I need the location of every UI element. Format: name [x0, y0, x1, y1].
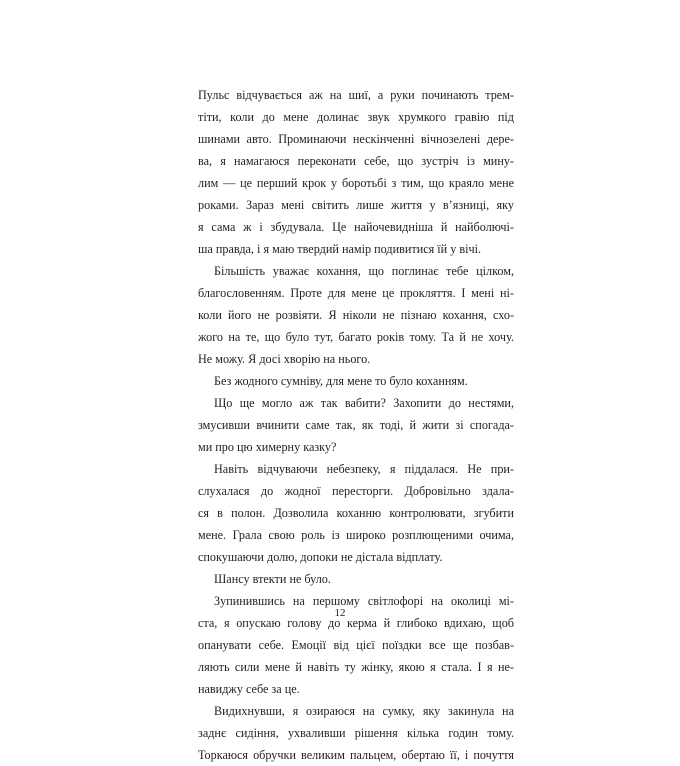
text-line: слухалася до жодної пересторги. Добровільно здала-: [198, 484, 514, 498]
text-line: змусивши вчинити саме так, як тоді, й жити зі спогада-: [198, 418, 514, 432]
text-line: Зупинившись на першому світлофорі на околиці мі-: [214, 594, 514, 608]
text-line: Навіть відчуваючи небезпеку, я піддалася. Не при-: [214, 462, 514, 476]
page-number: 12: [334, 607, 346, 619]
text-line: ми про цю химерну казку?: [198, 440, 337, 454]
text-line: жого на те, що було тут, багато років тому. Та й не хочу.: [198, 330, 514, 344]
text-line: ляють сили мене й навіть ту жінку, якою я стала. І я не-: [198, 660, 514, 674]
text-line: Що ще могло аж так вабити? Захопити до нестями,: [214, 396, 514, 410]
text-line: Пульс відчувається аж на шиї, а руки починають трем-: [198, 88, 514, 102]
text-line: тіти, коли до мене долинає звук хрумкого гравію під: [198, 110, 514, 124]
text-line: ста, я опускаю голову до керма й глибоко вдихаю, щоб: [198, 616, 514, 630]
text-line: спокушаючи долю, допоки не дістала відплату.: [198, 550, 443, 564]
text-line: навиджу себе за це.: [198, 682, 300, 696]
text-line: Шансу втекти не було.: [214, 572, 331, 586]
text-line: мене. Грала свою роль із широко розплющеними очима,: [198, 528, 514, 542]
text-line: ва, я намагаюся переконати себе, що зустріч із мину-: [198, 154, 514, 168]
text-line: я сама ж і збудувала. Це найочевидніша й найболючі-: [198, 220, 514, 234]
text-line: роками. Зараз мені світить лише життя у в’язниці, яку: [198, 198, 514, 212]
body-text: [198, 84, 514, 766]
text-line: Без жодного сумніву, для мене то було коханням.: [214, 374, 468, 388]
text-line: заднє сидіння, ухваливши рішення кілька годин тому.: [198, 726, 514, 740]
text-line: Більшість уважає кохання, що поглинає тебе цілком,: [214, 264, 514, 278]
text-line: Видихнувши, я озираюся на сумку, яку закинула на: [214, 704, 514, 718]
text-line: Не можу. Я досі хворію на нього.: [198, 352, 371, 366]
text-line: ся в полон. Дозволила коханню контролювати, згубити: [198, 506, 514, 520]
text-line: благословенням. Проте для мене це прокляття. І мені ні-: [198, 286, 514, 300]
text-line: лим — це перший крок у боротьбі з тим, що краяло мене: [198, 176, 514, 190]
text-line: коли його не розвіяти. Я ніколи не пізнаю кохання, схо-: [198, 308, 514, 322]
text-line: Торкаюся обручки великим пальцем, обертаю її, і почуття: [198, 748, 514, 762]
text-line: ша правда, і я маю твердий намір подивитися їй у вічі.: [198, 242, 482, 256]
text-line: опанувати себе. Емоції від цієї поїздки все ще позбав-: [198, 638, 514, 652]
text-line: шинами авто. Проминаючи нескінченні вічнозелені дере-: [198, 132, 514, 146]
